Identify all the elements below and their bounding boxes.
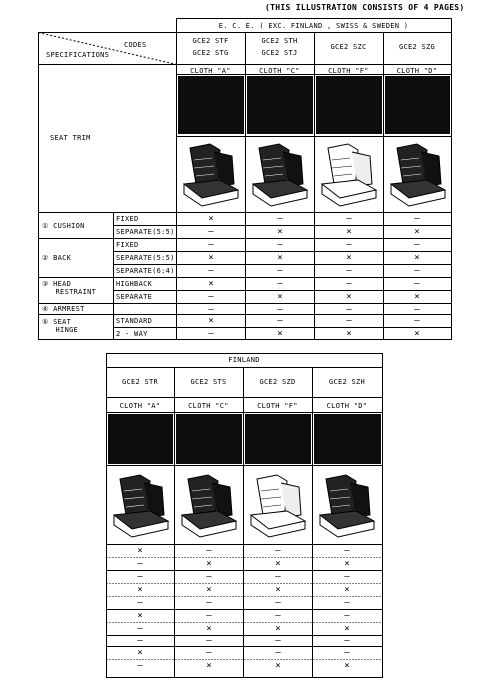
top-mark-r6-c2: –: [277, 279, 283, 289]
bottom-mark-r5-c2: –: [206, 598, 212, 608]
bottom-mark-r1-c1: ×: [137, 546, 143, 556]
top-mark-r1-c4: –: [414, 214, 420, 224]
top-mark-r2-c4: ×: [414, 227, 420, 237]
top-mark-r10-c2: ×: [277, 329, 283, 339]
top-mark-r10-c1: –: [208, 329, 214, 339]
spec-group-seat-hinge: ⑤ SEAT HINGE: [42, 318, 79, 334]
bottom-mark-r2-c1: –: [137, 559, 143, 569]
top-mark-r3-c4: –: [414, 240, 420, 250]
bottom-mark-r3-c3: –: [275, 572, 281, 582]
bottom-col-1-cloth: CLOTH "A": [119, 402, 161, 410]
bottom-mark-r1-c4: –: [344, 546, 350, 556]
bottom-mark-r9-c3: –: [275, 648, 281, 658]
option-back-separate-64: SEPARATE(6:4): [116, 267, 175, 275]
option-back-fixed: FIXED: [116, 241, 139, 249]
top-mark-r10-c4: ×: [414, 329, 420, 339]
top-mark-r3-c1: –: [208, 240, 214, 250]
top-mark-r5-c2: –: [277, 266, 283, 276]
spec-group-head-restraint: ③ HEAD RESTRAINT: [42, 280, 97, 296]
bottom-mark-r2-c3: ×: [275, 559, 281, 569]
bottom-mark-r8-c3: –: [275, 636, 281, 646]
bottom-mark-r5-c1: –: [137, 598, 143, 608]
top-mark-r6-c4: –: [414, 279, 420, 289]
top-mark-r8-c2: –: [277, 305, 283, 315]
seat-trim-label: SEAT TRIM: [50, 134, 91, 142]
bottom-mark-r7-c1: –: [137, 624, 143, 634]
top-mark-r4-c2: ×: [277, 253, 283, 263]
top-mark-r7-c2: ×: [277, 292, 283, 302]
top-col-1-cloth: CLOTH "A": [190, 67, 231, 75]
top-col-2-cloth: CLOTH "C": [259, 67, 300, 75]
bottom-col-3-seat-illustration: [247, 470, 309, 542]
top-mark-r4-c4: ×: [414, 253, 420, 263]
option-cushion-fixed: FIXED: [116, 215, 139, 223]
top-mark-r1-c3: –: [346, 214, 352, 224]
top-col-1-model-2: GCE2 STG: [192, 49, 229, 57]
bottom-mark-r6-c1: ×: [137, 611, 143, 621]
bottom-mark-r1-c3: –: [275, 546, 281, 556]
top-mark-r5-c1: –: [208, 266, 214, 276]
bottom-mark-r5-c3: –: [275, 598, 281, 608]
top-col-3-model-1: GCE2 SZC: [330, 43, 367, 51]
bottom-mark-r6-c2: –: [206, 611, 212, 621]
top-mark-r4-c3: ×: [346, 253, 352, 263]
bottom-region-header: FINLAND: [228, 356, 260, 364]
bottom-mark-r10-c3: ×: [275, 661, 281, 671]
top-col-2-model-1: GCE2 STH: [261, 37, 298, 45]
option-cushion-separate-55: SEPARATE(5:5): [116, 228, 175, 236]
bottom-col-3-cloth: CLOTH "F": [257, 402, 298, 410]
top-mark-r7-c4: ×: [414, 292, 420, 302]
top-mark-r5-c3: –: [346, 266, 352, 276]
bottom-mark-r8-c4: –: [344, 636, 350, 646]
bottom-mark-r10-c4: ×: [344, 661, 350, 671]
bottom-mark-r8-c1: –: [137, 636, 143, 646]
top-col-4-cloth: CLOTH "D": [396, 67, 438, 75]
spec-group-armrest: ④ ARMREST: [42, 305, 85, 313]
bottom-mark-r9-c4: –: [344, 648, 350, 658]
bottom-col-2-fabric-swatch: [176, 414, 242, 464]
bottom-mark-r3-c1: –: [137, 572, 143, 582]
top-mark-r9-c2: –: [277, 316, 283, 326]
bottom-mark-r6-c4: –: [344, 611, 350, 621]
spec-group-cushion: ① CUSHION: [42, 222, 85, 230]
bottom-col-1-seat-illustration: [110, 470, 172, 542]
top-col-3-cloth: CLOTH "F": [328, 67, 369, 75]
top-mark-r2-c3: ×: [346, 227, 352, 237]
top-mark-r1-c2: –: [277, 214, 283, 224]
bottom-col-2-seat-illustration: [178, 470, 240, 542]
top-mark-r2-c1: –: [208, 227, 214, 237]
codes-label: CODES: [124, 41, 147, 49]
bottom-mark-r4-c1: ×: [137, 585, 143, 595]
option-back-separate-55: SEPARATE(5:5): [116, 254, 175, 262]
bottom-mark-r10-c2: ×: [206, 661, 212, 671]
bottom-col-4-seat-illustration: [316, 470, 378, 542]
top-mark-r3-c3: –: [346, 240, 352, 250]
bottom-mark-r7-c3: ×: [275, 624, 281, 634]
top-mark-r4-c1: ×: [208, 253, 214, 263]
bottom-mark-r1-c2: –: [206, 546, 212, 556]
bottom-col-3-model: GCE2 SZD: [259, 378, 296, 386]
bottom-col-2-cloth: CLOTH "C": [188, 402, 229, 410]
top-mark-r6-c3: –: [346, 279, 352, 289]
bottom-mark-r2-c2: ×: [206, 559, 212, 569]
top-mark-r5-c4: –: [414, 266, 420, 276]
specifications-label: SPECIFICATIONS: [46, 51, 110, 59]
bottom-mark-r6-c3: –: [275, 611, 281, 621]
bottom-mark-r4-c4: ×: [344, 585, 350, 595]
bottom-mark-r4-c3: ×: [275, 585, 281, 595]
option-head-separate: SEPARATE: [116, 293, 153, 301]
top-mark-r7-c3: ×: [346, 292, 352, 302]
top-mark-r9-c4: –: [414, 316, 420, 326]
top-mark-r1-c1: ×: [208, 214, 214, 224]
top-mark-r9-c1: ×: [208, 316, 214, 326]
top-mark-r10-c3: ×: [346, 329, 352, 339]
bottom-mark-r7-c4: ×: [344, 624, 350, 634]
bottom-col-4-fabric-swatch: [314, 414, 381, 464]
option-hinge-2way: 2 - WAY: [116, 330, 148, 338]
bottom-col-1-model: GCE2 STR: [121, 378, 159, 386]
bottom-col-3-fabric-swatch: [245, 414, 311, 464]
top-mark-r9-c3: –: [346, 316, 352, 326]
bottom-mark-r7-c2: ×: [206, 624, 212, 634]
bottom-col-4-model: GCE2 SZH: [328, 378, 366, 386]
top-mark-r3-c2: –: [277, 240, 283, 250]
page-count-note: (THIS ILLUSTRATION CONSISTS OF 4 PAGES): [265, 3, 465, 12]
top-mark-r8-c4: –: [414, 305, 420, 315]
option-head-highback: HIGHBACK: [116, 280, 153, 288]
top-col-4-model-1: GCE2 SZG: [398, 43, 436, 51]
spec-group-back: ② BACK: [42, 254, 72, 262]
bottom-col-2-model: GCE2 STS: [190, 378, 227, 386]
top-mark-r8-c3: –: [346, 305, 352, 315]
bottom-mark-r3-c2: –: [206, 572, 212, 582]
top-region-header: E. C. E. ( EXC. FINLAND , SWISS & SWEDEN ): [218, 22, 409, 30]
bottom-mark-r9-c1: ×: [137, 648, 143, 658]
bottom-col-4-cloth: CLOTH "D": [326, 402, 368, 410]
top-mark-r8-c1: –: [208, 305, 214, 315]
top-mark-r7-c1: –: [208, 292, 214, 302]
top-mark-r2-c2: ×: [277, 227, 283, 237]
bottom-mark-r4-c2: ×: [206, 585, 212, 595]
bottom-col-1-fabric-swatch: [108, 414, 173, 464]
top-mark-r6-c1: ×: [208, 279, 214, 289]
bottom-mark-r8-c2: –: [206, 636, 212, 646]
bottom-mark-r9-c2: –: [206, 648, 212, 658]
bottom-mark-r10-c1: –: [137, 661, 143, 671]
bottom-mark-r5-c4: –: [344, 598, 350, 608]
option-hinge-standard: STANDARD: [116, 317, 153, 325]
top-col-2-model-2: GCE2 STJ: [261, 49, 298, 57]
top-col-1-model-1: GCE2 STF: [192, 37, 229, 45]
bottom-mark-r2-c4: ×: [344, 559, 350, 569]
bottom-mark-r3-c4: –: [344, 572, 350, 582]
